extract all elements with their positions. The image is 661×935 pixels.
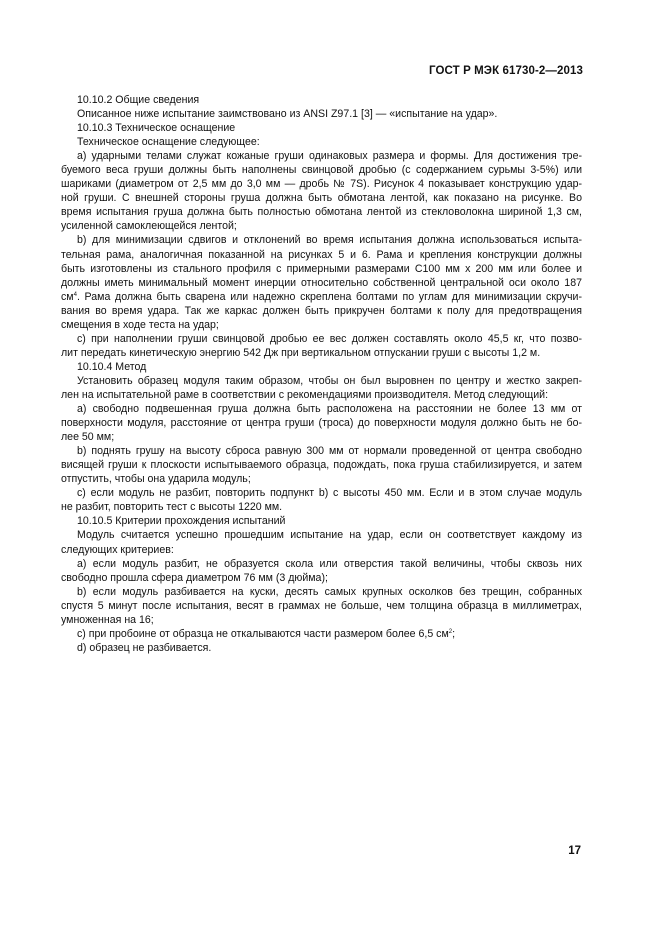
- page-number: 17: [568, 845, 581, 857]
- item-3a-paragraph: [61, 149, 582, 233]
- section-10-10-2-text: Описанное ниже испытание заимствовано из ANSI Z97.1 [3] — «испытание на удар».: [77, 108, 498, 121]
- criteria-intro-paragraph: [61, 528, 582, 556]
- text-line: лее 50 мм;: [61, 431, 115, 444]
- text-line: [61, 290, 582, 304]
- text-line: Установить образец модуля таким образом, чтобы он был выровнен по центру и жестко закреп-: [77, 374, 582, 387]
- text-line: Модуль считается успешно прошедшим испытание на удар, если он соответствует каждому из: [77, 529, 582, 542]
- item-3b-paragraph: [61, 233, 582, 331]
- superscript: 2: [448, 628, 453, 635]
- section-10-10-2-title: 10.10.2 Общие сведения: [77, 94, 200, 106]
- item-4a-paragraph: [61, 402, 582, 444]
- text-line: вания во время удара. Так же каркас должен быть прикручен болтами к полу для предотвращения: [61, 304, 582, 317]
- text-line: тельная рама, аналогичная показанной на рисунках 5 и 6. Рама и крепления конструкции должны: [61, 248, 582, 261]
- document-header: ГОСТ Р МЭК 61730-2—2013: [429, 65, 583, 77]
- document-body: [61, 93, 582, 655]
- section-10-10-3-title: 10.10.3 Техническое оснащение: [77, 122, 236, 135]
- superscript: 4: [73, 291, 77, 298]
- unit-cm: см: [61, 290, 74, 303]
- text-line: висящей груши к плоскости испытываемого образца, подождать, пока груша стабилизируется, и затем: [61, 459, 582, 472]
- text-line: с) при наполнении груши свинцовой дробью ее вес должен составлять около 45,5 кг, что позво-: [77, 332, 582, 345]
- text-line: спустя 5 минут после испытания, весят в граммах не больше, чем толщина образца в миллиметрах,: [61, 599, 582, 612]
- text-line: умноженная на 16;: [61, 613, 154, 626]
- item-4c-paragraph: [61, 486, 582, 514]
- text-line: шариками (диаметром от 2,5 мм до 3,0 мм — дробь № 7S). Рисунок 4 показывает конструкцию удар-: [61, 178, 582, 191]
- text-line: буемого веса груши должны быть наполнены свинцовой дробью (с содержанием сурьмы 3-5%) или: [61, 164, 582, 177]
- item-3c-paragraph: [61, 332, 582, 360]
- text-line: должны иметь минимальный момент инерции относительно собственной центральной оси около 187: [61, 276, 582, 289]
- text-line: а) свободно подвешенная груша должна быть расположена на расстоянии не более 13 мм от: [77, 403, 582, 416]
- text-line: лит передать кинетическую энергию 542 Дж при вертикальном отпускании груши с высоты 1,2 м.: [61, 346, 541, 359]
- text-line: свободно прошла сфера диаметром 76 мм (3 дюйма);: [61, 571, 328, 584]
- item-5a-paragraph: [61, 557, 582, 585]
- item-4b-paragraph: [61, 444, 582, 486]
- text-line: а) если модуль разбит, не образуется скола или отверстия такой величины, чтобы сквозь них: [77, 557, 582, 570]
- text-line: усиленной самоклеющейся лентой;: [61, 220, 237, 233]
- text-line: b) если модуль разбивается на куски, десять самых крупных осколков без трещин, собранных: [77, 585, 582, 598]
- item-5d-paragraph: d) образец не разбивается.: [77, 641, 212, 654]
- text-fragment: . Рама должна быть сварена или надежно скреплена болтами по углам для минимизации скручи-: [76, 290, 582, 303]
- item-5b-paragraph: [61, 585, 582, 627]
- text-fragment: с) при пробоине от образца не откалываются части размером более 6,5 см: [77, 627, 449, 640]
- text-line: быть изготовлены из стального профиля с примерными размерами С100 мм х 200 мм или более и: [61, 262, 582, 275]
- section-10-10-3-intro: Техническое оснащение следующее:: [77, 136, 260, 149]
- text-line: поверхности модуля, расстояние от центра груши (троса) до поверхности модуля должно быть не бо-: [61, 417, 582, 430]
- item-5c-paragraph: [61, 627, 582, 641]
- text-line: время испытания груша должна быть полностью обмотана лентой из стекловолокна шириной 1,3 см,: [61, 206, 582, 219]
- section-10-10-4-title: 10.10.4 Метод: [77, 360, 147, 373]
- text-line: следующих критериев:: [61, 543, 174, 556]
- section-10-10-5-title: 10.10.5 Критерии прохождения испытаний: [77, 515, 286, 528]
- text-line: лен на испытательной раме в соответствии с рекомендациями производителя. Метод следующий:: [61, 388, 549, 401]
- text-line: b) для минимизации сдвигов и отклонений во время испытания должна использоваться испыта-: [77, 234, 582, 247]
- text-line: ной груши. С внешней стороны груша должна быть обмотана лентой, как показано на рисунке. Во: [61, 192, 582, 205]
- text-line: не разбит, повторить тест с высоты 1220 мм.: [61, 501, 283, 514]
- text-fragment: ;: [452, 627, 456, 640]
- text-line: с) если модуль не разбит, повторить подпункт b) с высоты 450 мм. Если и в этом случае модуль: [77, 487, 582, 500]
- text-line: отпустить, чтобы она ударила модуль;: [61, 473, 251, 486]
- text-line: смещения в ходе теста на удар;: [61, 318, 219, 331]
- method-intro-paragraph: [61, 374, 582, 402]
- text-line: b) поднять грушу на высоту сброса равную 300 мм от нормали проведенной от центра свободно: [77, 445, 582, 458]
- text-line: а) ударными телами служат кожаные груши одинаковых размера и формы. Для достижения тре-: [77, 150, 582, 163]
